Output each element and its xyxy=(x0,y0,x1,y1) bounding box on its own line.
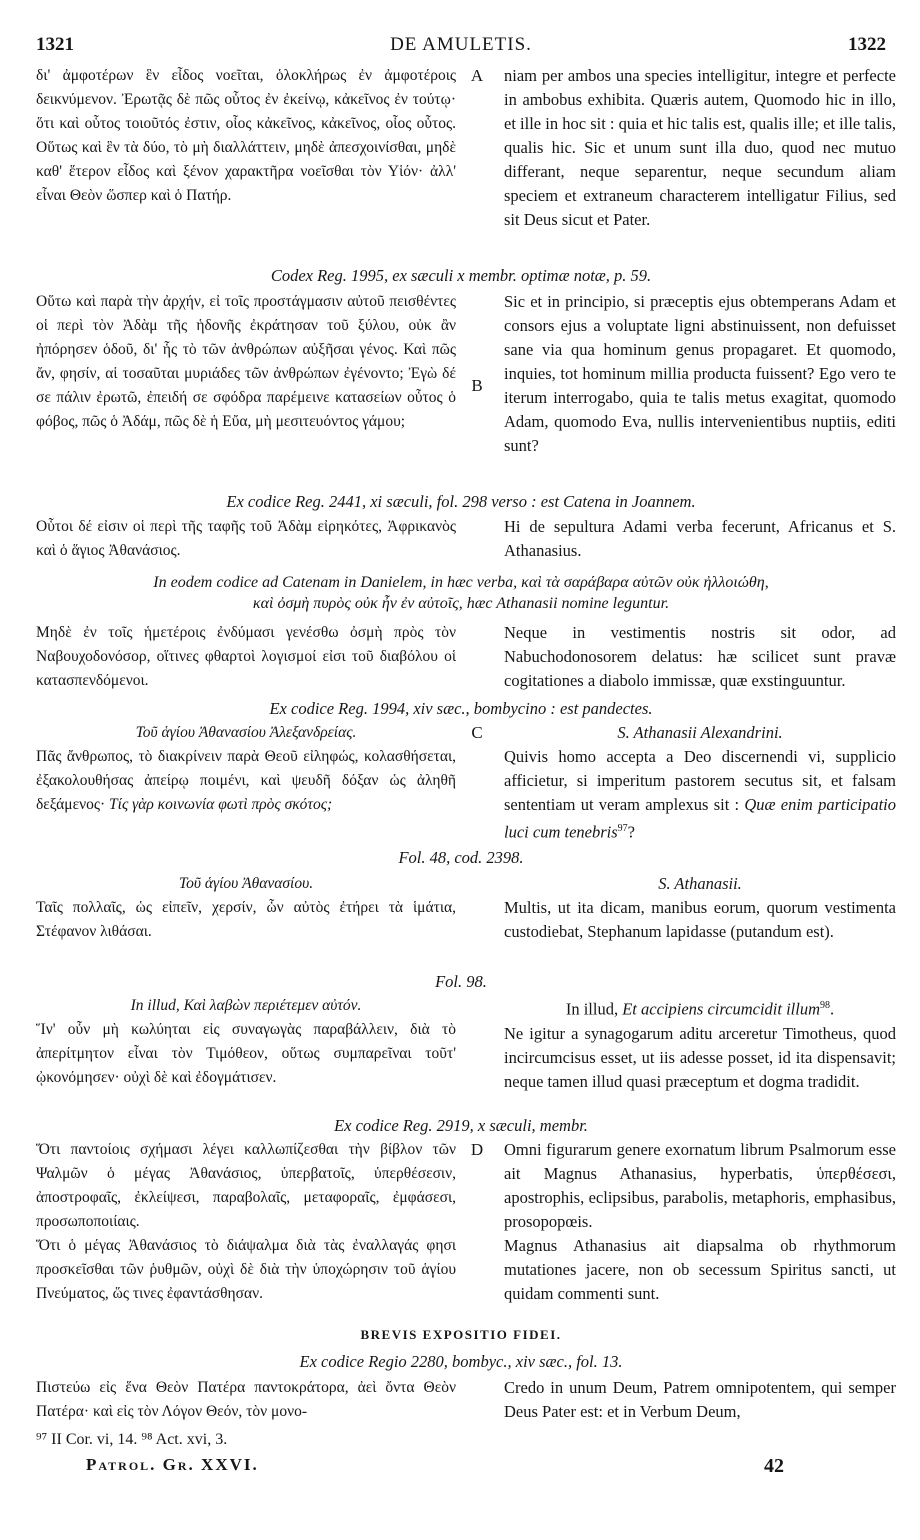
greek-text-9: Πιστεύω εἰς ἕνα Θεὸν Πατέρα παντοκράτορα, ἀεὶ ὄντα Θεὸν Πατέρα· καὶ εἰς τὸν Λόγον Θεόν, τὸν μονο- xyxy=(36,1379,456,1420)
margin-marker-d: D xyxy=(470,1140,484,1159)
greek-block-6 xyxy=(36,872,456,944)
running-title: DE AMULETIS. xyxy=(390,34,532,55)
latin-heading-6: S. Athanasii. xyxy=(658,874,742,893)
greek-text-3: Οὗτοι δέ εἰσιν οἱ περὶ τῆς ταφῆς τοῦ Ἀδὰμ εἰρηκότες, Ἀφρικανὸς καὶ ὁ ἅγιος Ἀθανάσιος. xyxy=(36,518,456,559)
running-head xyxy=(36,34,886,58)
greek-block-8 xyxy=(36,1138,456,1306)
greek-text-7: Ἵν' οὖν μὴ κωλύηται εἰς συναγωγὰς παραβάλλειν, διὰ τὸ ἀπερίτμητον εἶναι τὸν Τιμόθεον, οὕτως συμπαρεῖναι τοῦτ' ᾠκονόμησεν· οὐχὶ δὲ καὶ ἐδογμάτισεν. xyxy=(36,1021,456,1086)
source-note-3-line-1: In eodem codice ad Catenam in Danielem, in hæc verba, καὶ τὰ σαράβαρα αὐτῶν οὐκ ἠλλοιώθη, xyxy=(153,574,769,591)
margin-marker-a: A xyxy=(470,66,484,85)
footer-page-number: 42 xyxy=(764,1455,784,1477)
greek-text-8a: Ὅτι παντοίοις σχήμασι λέγει καλλωπίζεσθαι τὴν βίβλον τῶν Ψαλμῶν ὁ μέγας Ἀθανάσιος, ὑπερβατοῖς, ὑπερθέσεσιν, ἀποστροφαῖς, ἐκλείψεσι, παραβολαῖς, μεταφοραῖς, ἐμφάσεσι, προσωποποιίαις. xyxy=(36,1141,456,1230)
greek-heading-7-a: In illud, xyxy=(130,997,180,1014)
latin-text-1: niam per ambos una species intelligitur, integre et perfecte in ambobus exhibita. Quæris autem, Quomodo hic in illo, et ille in hoc sit : quia et hic talis est, qualis ille; et ille talis, qualis hic. Sic et unum sunt illa duo, quod nec mutuo differant, neque separentur, neque secundum aliam speciem et extraneum characterem intelligatur Filius, sed sit Deus sicut et Pater. xyxy=(504,66,896,229)
latin-text-8b: Magnus Athanasius ait diapsalma ob rhythmorum mutationes jacere, non ob secessum Spiritus sancti, ut quidam commenti sunt. xyxy=(504,1236,896,1303)
greek-text-2: Οὕτω καὶ παρὰ τὴν ἀρχήν, εἰ τοῖς προστάγμασιν αὐτοῦ πεισθέντες οἱ περὶ τὸν Ἀδὰμ τῆς ἡδονῆς ἐκράτησαν τοῦ ξύλου, οὐκ ἂν ἠπόρησεν ὁδοῦ, δι' ἧς τὸ τῶν ἀνθρώπων αὐξῆσαι γένος. Καὶ πῶς ἄν, φησίν, αἱ τοσαῦται μυριάδες τῶν ἀνθρώπων ἐγένοντο; Ἐγὼ δέ σε πάλιν ἐρωτῶ, ἐπειδή σε σφόδρα παρέμεινε κατασείων οὗτος ὁ φόβος, πῶς ὁ Ἀδάμ, πῶς δὲ ἡ Εὔα, μὴ μεσιτευόντος γάμου; xyxy=(36,293,456,430)
latin-block-8 xyxy=(504,1138,896,1306)
greek-block-5 xyxy=(36,721,456,817)
greek-block-7 xyxy=(36,994,456,1090)
latin-text-9: Credo in unum Deum, Patrem omnipotentem, qui semper Deus Pater est: et in Verbum Deum, xyxy=(504,1378,896,1421)
latin-heading-7-a: In illud, xyxy=(565,999,619,1019)
greek-heading-7 xyxy=(36,994,456,1018)
source-note-2: Ex codice Reg. 2441, xi sæculi, fol. 298 verso : est Catena in Joannem. xyxy=(226,492,696,511)
latin-text-6: Multis, ut ita dicam, manibus eorum, quorum vestimenta custodiebat, Stephanum lapidasse (putandum est). xyxy=(504,898,896,941)
greek-text-1: δι' ἀμφοτέρων ἓν εἶδος νοεῖται, ὁλοκλήρως ἐν ἀμφοτέροις δεικνύμενον. Ἐρωτᾷς δὲ πῶς οὗτος ἐν ἐκείνῳ, κἀκεῖνος ἐν τούτῳ· ὅτι καὶ οὗτος τοιοῦτός ἐστιν, οἷος κἀκεῖνος, κἀκεῖνος, οἷος οὗτος. Οὕτως καὶ ἓν τὰ δύο, τὸ μὴ διαλλάττειν, μηδὲ ἀπεσχοινίσθαι, μηδὲ καθ' ἕτερον εἶδος καὶ ξένον χαρακτῆρα νοεῖσθαι τὸν Υἱόν· ἀλλ' εἶναι Θεὸν ὥσπερ καὶ ὁ Πατήρ. xyxy=(36,67,456,204)
latin-block-5: S. Athanasii Alexandrini. Quivis homo accepta a Deo discernendi vi, supplicio afficietur, si imperitum pastorem secutus sit, et falsam sententiam ut veram amplexus sit : Quæ enim participatio luci cum tenebris$^{97}$? xyxy=(504,723,896,842)
source-note-1: Codex Reg. 1995, ex sæculi x membr. optimæ notæ, p. 59. xyxy=(270,266,652,285)
greek-heading-5: Τοῦ ἁγίου Ἀθανασίου Ἀλεξανδρείας. xyxy=(135,724,357,741)
source-note-5: Fol. 48, cod. 2398. xyxy=(398,848,524,867)
footnotes: ⁹⁷ II Cor. vi, 14. ⁹⁸ Act. xvi, 3. xyxy=(36,1431,228,1448)
greek-quote-5: Τίς γὰρ κοινωνία φωτὶ πρὸς σκότος; xyxy=(109,796,333,813)
greek-heading-6: Τοῦ ἁγίου Ἀθανασίου. xyxy=(178,875,314,892)
latin-text-4: Neque in vestimentis nostris sit odor, ad Nabuchodonosorem delatus: hæ scilicet sunt pravæ cogitationes a diabolo immissæ, quæ exstinguuntur. xyxy=(504,623,896,690)
section-heading-brevis: BREVIS EXPOSITIO FIDEI. xyxy=(360,1327,562,1342)
margin-marker-b: B xyxy=(471,376,483,395)
source-note-8: Ex codice Regio 2280, bombyc., xiv sæc., fol. 13. xyxy=(299,1352,623,1371)
latin-text-8a: Omni figurarum genere exornatum librum Psalmorum esse ait Magnus Athanasius, hyperbatis, ὑπερθέσεσι, apostrophis, eclipsibus, parabolis, metaphoris, emphasibus, prosopopœis. xyxy=(504,1140,896,1231)
margin-marker-c: C xyxy=(471,723,483,742)
greek-text-8b: Ὅτι ὁ μέγας Ἀθανάσιος τὸ διάψαλμα διὰ τὰς ἐναλλαγάς φησι προσκεῖσθαι τῶν ῥυθμῶν, οὐχὶ δὲ διὰ τὴν ὑποχώρησιν τοῦ ἁγίου Πνεύματος, ὥς τινες ἐφαντάσθησαν. xyxy=(36,1237,456,1302)
greek-text-4: Μηδὲ ἐν τοῖς ἡμετέροις ἐνδύμασι γενέσθω ὀσμὴ πρὸς τὸν Ναβουχοδονόσορ, οἵτινες φθαρτοὶ λογισμοί εἰσι τοῦ διαβόλου οἱ κατασπενδόμενοι. xyxy=(36,624,456,689)
source-note-6: Fol. 98. xyxy=(435,972,487,991)
source-note-7: Ex codice Reg. 2919, x sæculi, membr. xyxy=(334,1116,588,1135)
footnote-ref-97: 97 xyxy=(617,823,628,834)
latin-heading-7-b: Et accipiens circumcidit illum xyxy=(622,999,821,1019)
source-note-4: Ex codice Reg. 1994, xiv sæc., bombycino : est pandectes. xyxy=(269,699,653,718)
footer-signature: Patrol. Gr. XXVI. xyxy=(86,1455,259,1474)
page-number-right: 1322 xyxy=(848,34,886,55)
footnote-ref-98: 98 xyxy=(820,1000,831,1011)
greek-text-6: Ταῖς πολλαῖς, ὡς εἰπεῖν, χερσίν, ὧν αὐτὸς ἐτήρει τὰ ἱμάτια, Στέφανον λιθάσαι. xyxy=(36,899,456,940)
latin-heading-7: In illud, Et accipiens circumcidit illum$^{98}$. xyxy=(565,999,835,1019)
latin-block-7 xyxy=(504,994,896,1094)
greek-heading-7-b: Καὶ λαβὼν περιέτεμεν αὐτόν. xyxy=(183,997,362,1014)
greek-text-5: Πᾶς ἄνθρωπος, τὸ διακρίνειν παρὰ Θεοῦ εἰληφώς, κολασθήσεται, ἐξακολουθήσας ἀπείρῳ ποιμένι, καὶ ψευδῆ δόξαν ὡς ἀληθῆ δεξάμενος· xyxy=(36,748,456,813)
latin-block-6 xyxy=(504,872,896,944)
source-note-3-line-2: καὶ ὀσμὴ πυρὸς οὐκ ἦν ἐν αὐτοῖς, hæc Athanasii nomine leguntur. xyxy=(252,595,670,612)
page-number-left: 1321 xyxy=(36,34,74,55)
latin-quote-5: Quæ enim participatio luci cum tenebris xyxy=(504,795,896,842)
latin-heading-5: S. Athanasii Alexandrini. xyxy=(617,723,783,742)
latin-text-5: Quivis homo accepta a Deo discernendi vi, supplicio afficietur, si imperitum pastorem secutus sit, et falsam sententiam ut veram amplexus sit : xyxy=(504,747,896,814)
latin-text-2: Sic et in principio, si præceptis ejus obtemperans Adam et consors ejus a voluptate ligni abstinuissent, non defuisset sane via qua hominum genus propagaret. Et quomodo, inquies, tot hominum millia producta fuissent? Ego vero te iterum interrogabo, quia te talis metus exagitat, quomodo Adam, quomodo Eva, nullis intervenientibus nuptiis, editi sunt? xyxy=(504,292,896,455)
latin-text-3: Hi de sepultura Adami verba fecerunt, Africanus et S. Athanasius. xyxy=(504,517,896,560)
latin-text-7: Ne igitur a synagogarum aditu arceretur Timotheus, quod incircumcisus esset, ut iis adesse posset, id ita dispensavit; neque tamen illud quasi præceptum et dogma tradidit. xyxy=(504,1023,896,1091)
